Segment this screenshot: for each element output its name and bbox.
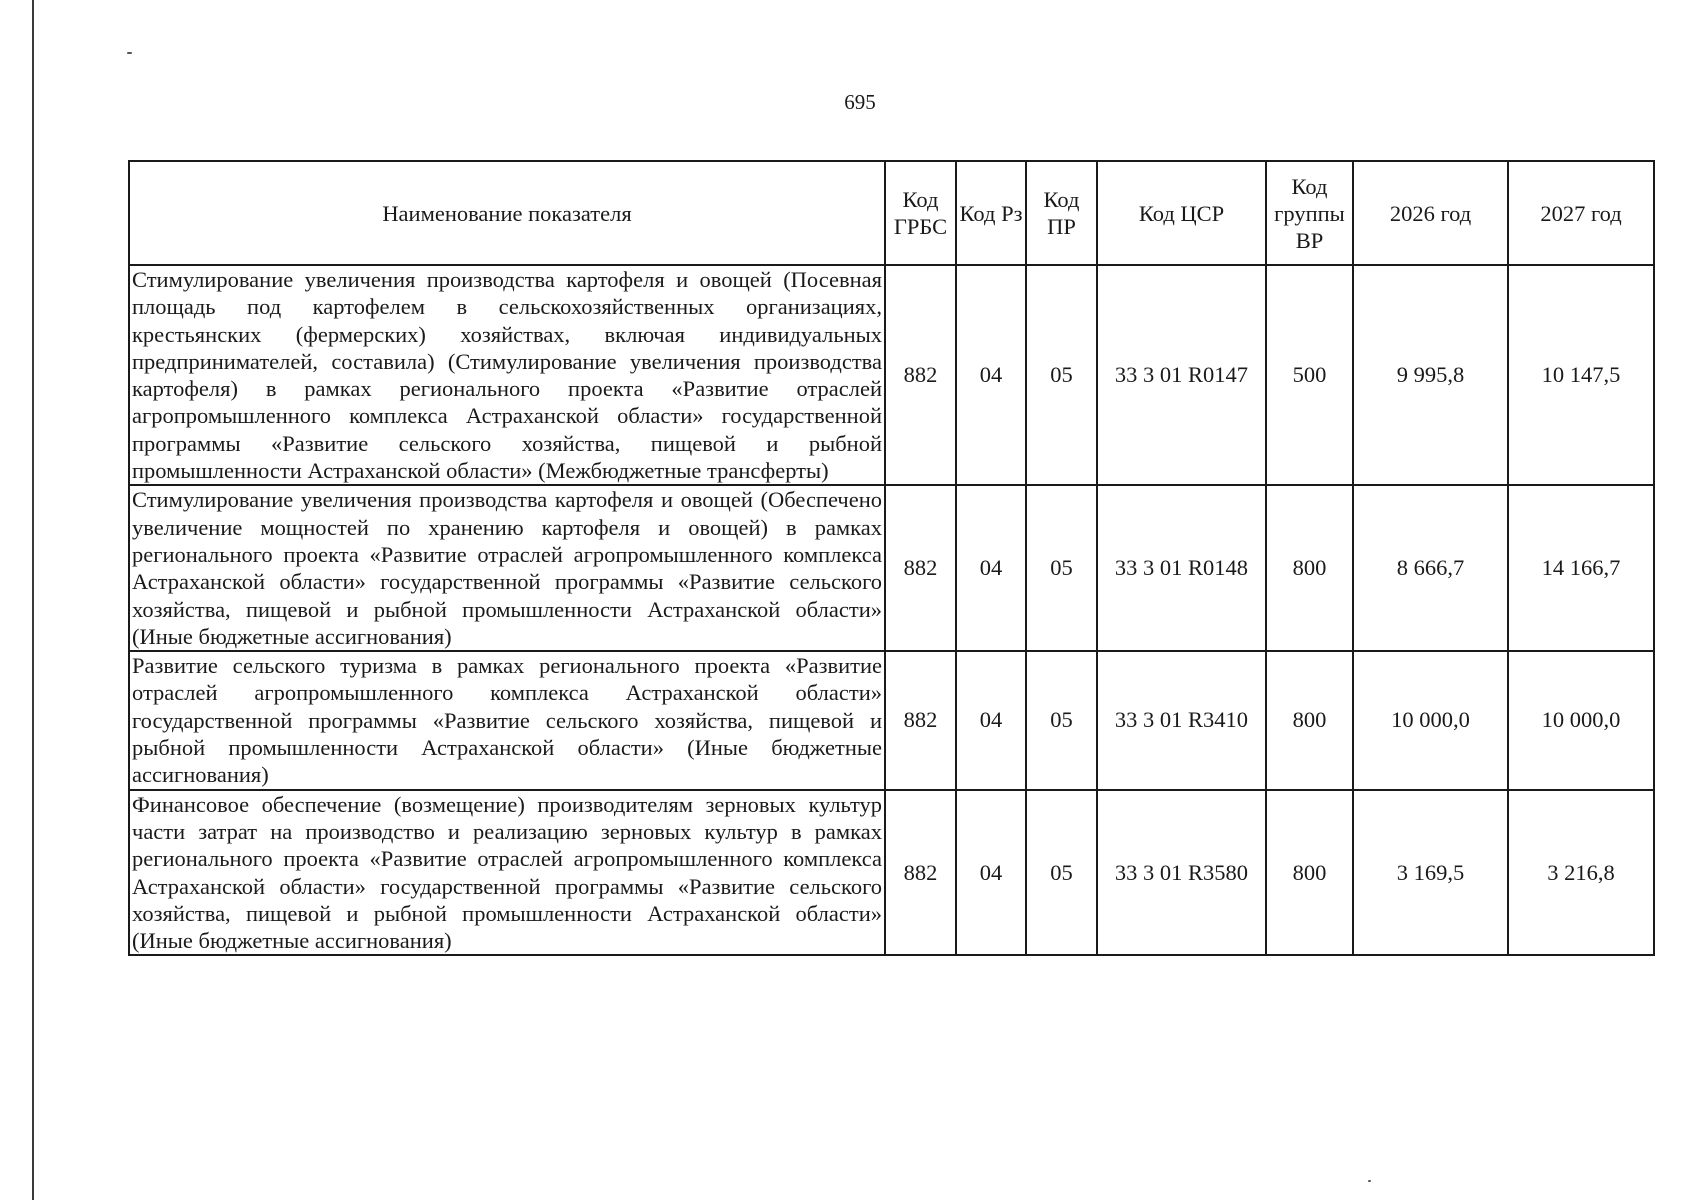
row-2027: 10 000,0: [1508, 651, 1654, 789]
row-pr: 05: [1026, 265, 1097, 485]
row-grbs: 882: [885, 265, 956, 485]
row-2027: 14 166,7: [1508, 485, 1654, 651]
header-name: Наименование показателя: [129, 161, 885, 265]
header-vr: Код группы ВР: [1266, 161, 1353, 265]
row-rz: 04: [956, 485, 1026, 651]
row-csr: 33 3 01 R3410: [1097, 651, 1266, 789]
row-name: Стимулирование увеличения производства картофеля и овощей (Посевная площадь под картофелем в сельскохозяйственных организациях, крестьянских (фермерских) хозяйствах, включая индивидуальных предпринимателей, составила) (Стимулирование увеличения производства картофеля) в рамках регионального проекта «Развитие отраслей агропромышленного комплекса Астраханской области» государственной программы «Развитие сельского хозяйства, пищевой и рыбной промышленности Астраханской области» (Межбюджетные трансферты): [129, 265, 885, 485]
row-2026: 8 666,7: [1353, 485, 1508, 651]
row-name: Стимулирование увеличения производства картофеля и овощей (Обеспечено увеличение мощностей по хранению картофеля и овощей) в рамках регионального проекта «Развитие отраслей агропромышленного комплекса Астраханской области» государственной программы «Развитие сельского хозяйства, пищевой и рыбной промышленности Астраханской области» (Иные бюджетные ассигнования): [129, 485, 885, 651]
row-grbs: 882: [885, 485, 956, 651]
row-pr: 05: [1026, 651, 1097, 789]
header-rz: Код Рз: [956, 161, 1026, 265]
row-2026: 3 169,5: [1353, 790, 1508, 956]
row-csr: 33 3 01 R0148: [1097, 485, 1266, 651]
table-row: [129, 651, 1654, 789]
header-pr: Код ПР: [1026, 161, 1097, 265]
row-rz: 04: [956, 651, 1026, 789]
header-2027: 2027 год: [1508, 161, 1654, 265]
row-pr: 05: [1026, 485, 1097, 651]
budget-table: [128, 160, 1655, 956]
scan-speck: [1368, 1180, 1371, 1182]
header-csr: Код ЦСР: [1097, 161, 1266, 265]
row-2026: 10 000,0: [1353, 651, 1508, 789]
row-2027: 3 216,8: [1508, 790, 1654, 956]
row-rz: 04: [956, 265, 1026, 485]
row-pr: 05: [1026, 790, 1097, 956]
page-number: 695: [844, 90, 876, 114]
header-2026: 2026 год: [1353, 161, 1508, 265]
row-csr: 33 3 01 R3580: [1097, 790, 1266, 956]
row-vr: 500: [1266, 265, 1353, 485]
row-2026: 9 995,8: [1353, 265, 1508, 485]
table-row: [129, 485, 1654, 651]
row-rz: 04: [956, 790, 1026, 956]
header-row: [129, 161, 1654, 265]
row-grbs: 882: [885, 790, 956, 956]
row-name: Развитие сельского туризма в рамках регионального проекта «Развитие отраслей агропромышленного комплекса Астраханской области» государственной программы «Развитие сельского хозяйства, пищевой и рыбной промышленности Астраханской области» (Иные бюджетные ассигнования): [129, 651, 885, 789]
row-vr: 800: [1266, 485, 1353, 651]
scan-speck: [127, 52, 132, 54]
row-vr: 800: [1266, 790, 1353, 956]
page-left-edge: [32, 0, 34, 1200]
table-row: [129, 265, 1654, 485]
row-grbs: 882: [885, 651, 956, 789]
row-csr: 33 3 01 R0147: [1097, 265, 1266, 485]
header-grbs: Код ГРБС: [885, 161, 956, 265]
row-2027: 10 147,5: [1508, 265, 1654, 485]
row-name: Финансовое обеспечение (возмещение) производителям зерновых культур части затрат на производство и реализацию зерновых культур в рамках регионального проекта «Развитие отраслей агропромышленного комплекса Астраханской области» государственной программы «Развитие сельского хозяйства, пищевой и рыбной промышленности Астраханской области» (Иные бюджетные ассигнования): [129, 790, 885, 956]
row-vr: 800: [1266, 651, 1353, 789]
table-row: [129, 790, 1654, 956]
